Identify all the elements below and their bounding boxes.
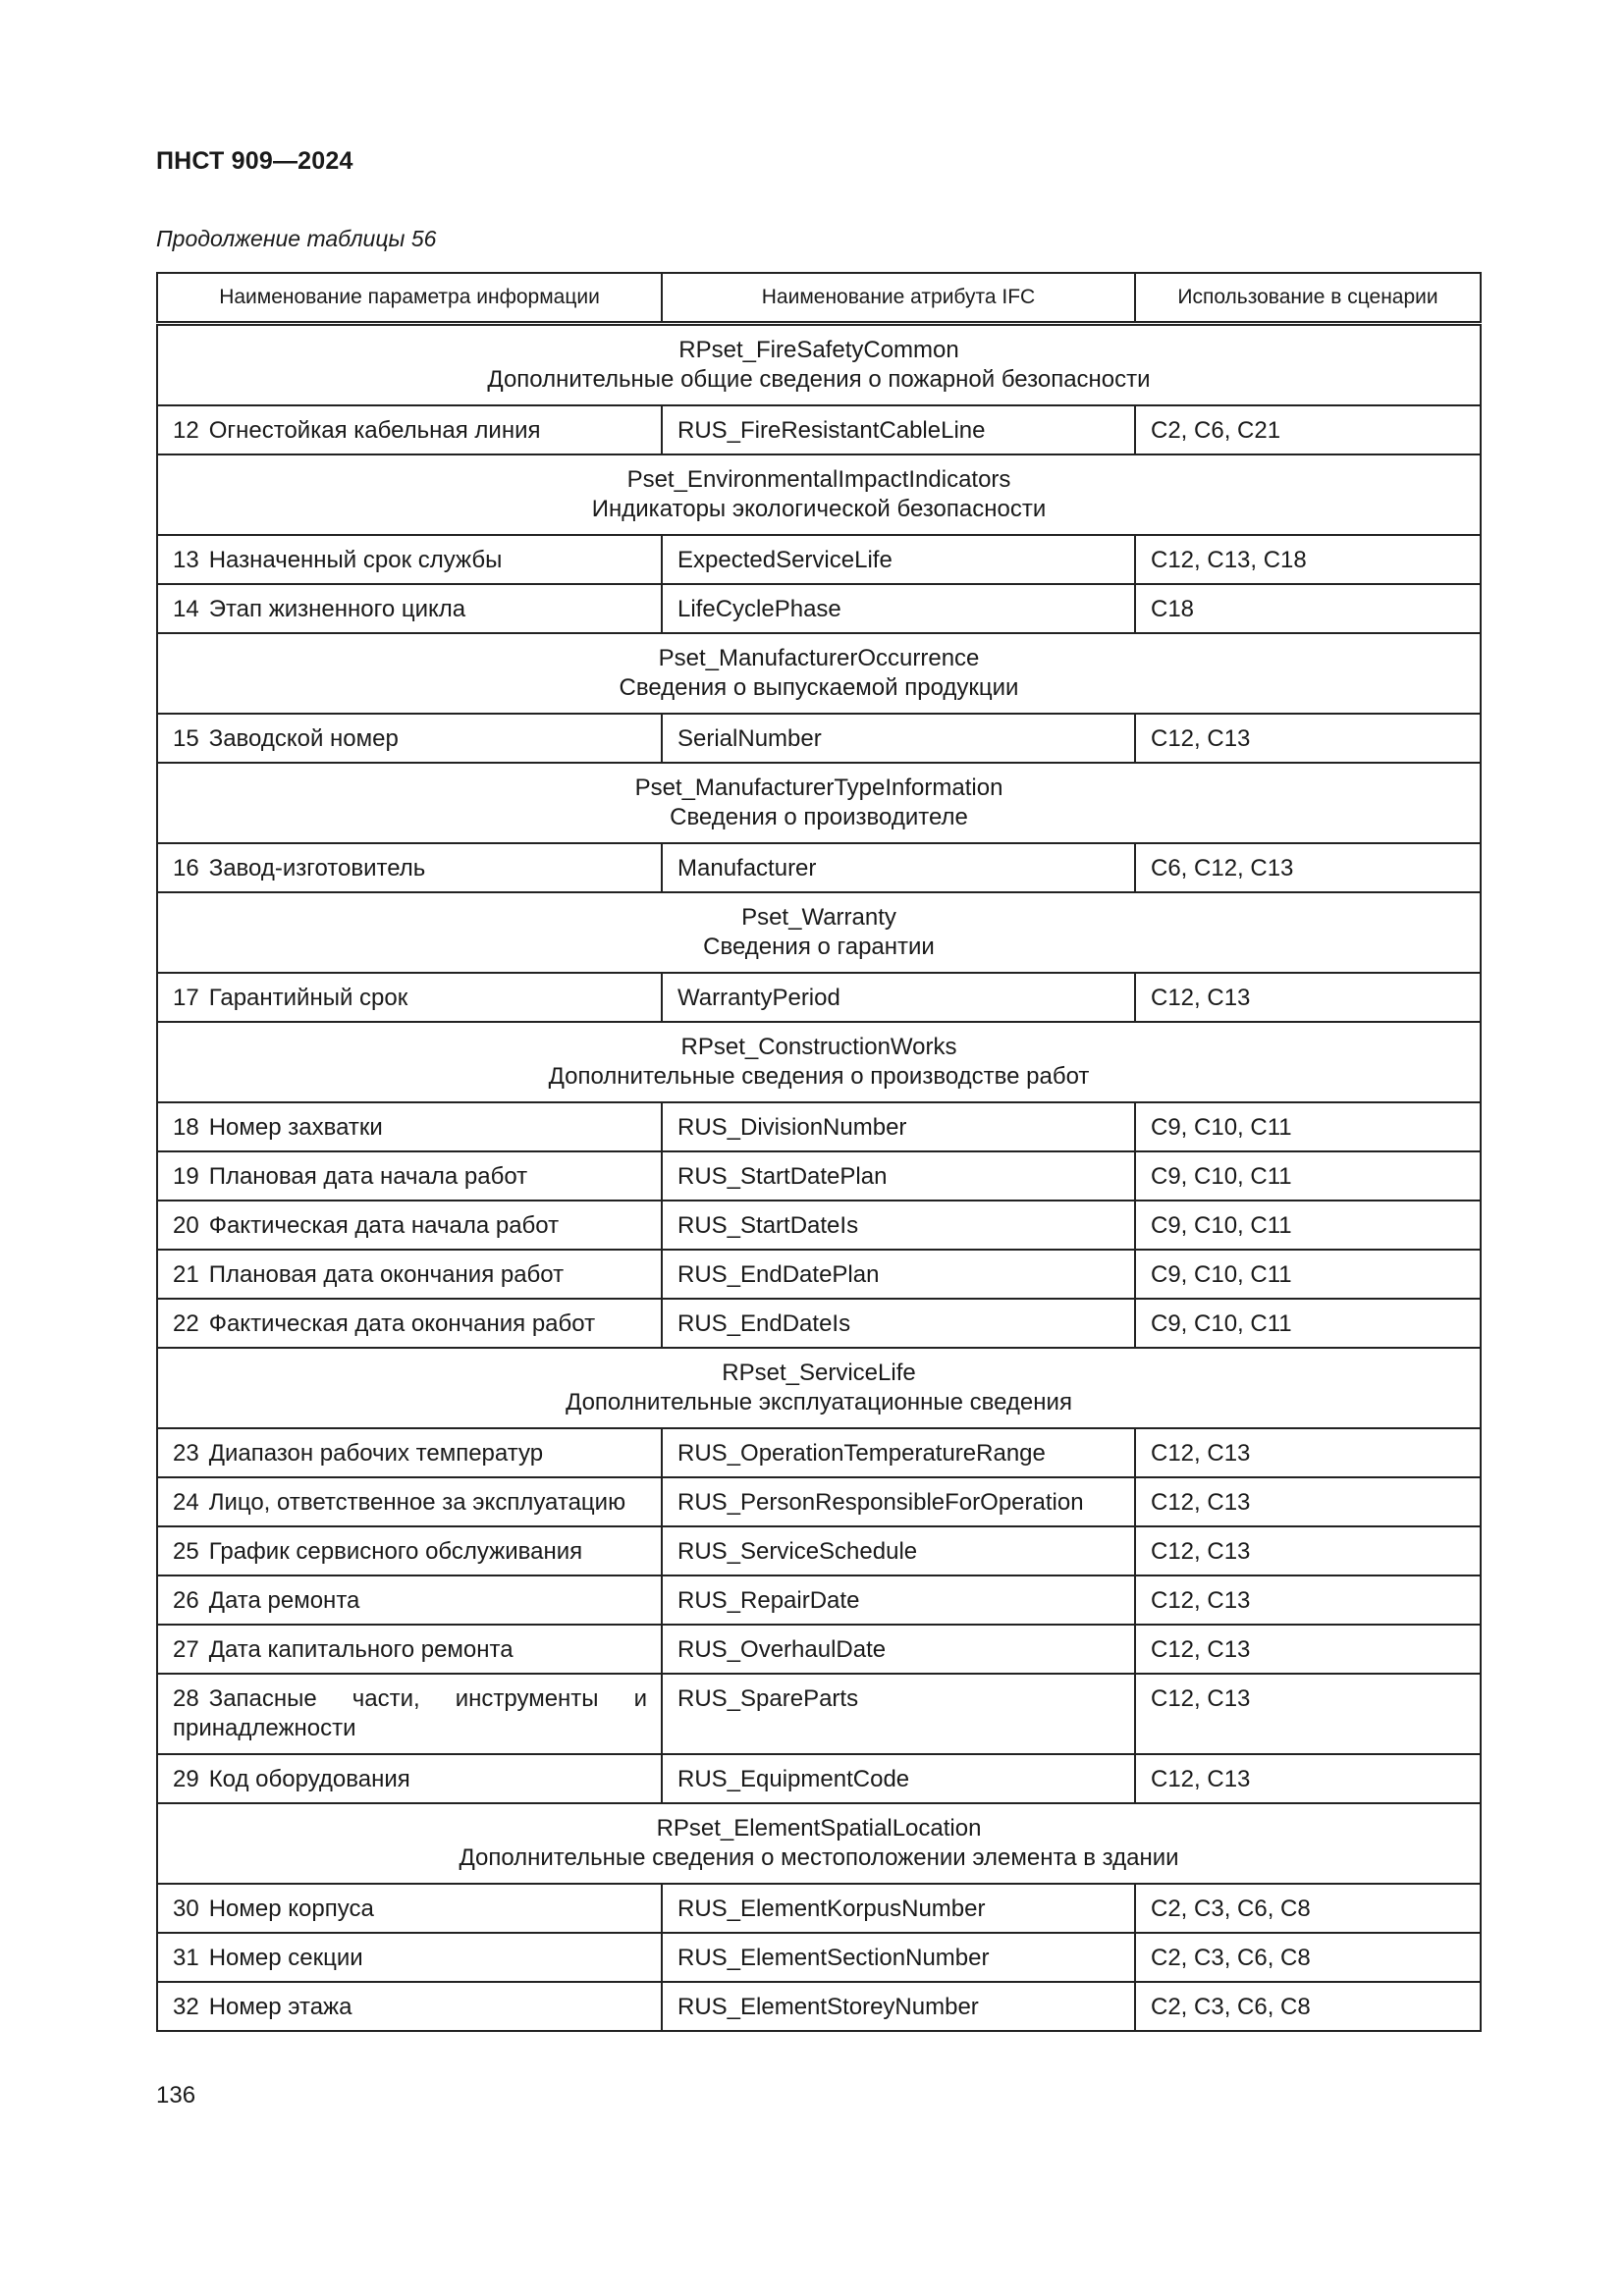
ifc-attribute-cell: RUS_StartDatePlan xyxy=(662,1151,1135,1201)
scenario-usage-cell: C2, C6, C21 xyxy=(1135,405,1481,454)
table-row xyxy=(157,1526,1481,1575)
parameter-name-cell xyxy=(157,843,662,892)
parameter-name-cell xyxy=(157,1884,662,1933)
ifc-attribute-cell: LifeCyclePhase xyxy=(662,584,1135,633)
parameter-name: Фактическая дата окончания работ xyxy=(208,1310,596,1337)
ifc-attribute-cell: RUS_ElementSectionNumber xyxy=(662,1933,1135,1982)
ifc-attribute-cell: SerialNumber xyxy=(662,714,1135,763)
parameter-name-cell xyxy=(157,1299,662,1348)
parameter-name-cell xyxy=(157,1151,662,1201)
property-set-name: Pset_EnvironmentalImpactIndicators xyxy=(626,466,1011,493)
parameter-name-cell xyxy=(157,1575,662,1625)
table-row xyxy=(157,1102,1481,1151)
ifc-attribute-cell: ExpectedServiceLife xyxy=(662,535,1135,584)
parameter-name: Гарантийный срок xyxy=(208,985,408,1011)
table-row xyxy=(157,1754,1481,1803)
ifc-attribute-cell: RUS_RepairDate xyxy=(662,1575,1135,1625)
parameter-name-cell xyxy=(157,1754,662,1803)
ifc-attribute-cell: RUS_OperationTemperatureRange xyxy=(662,1428,1135,1477)
property-set-cell xyxy=(157,1348,1481,1428)
table-row xyxy=(157,1250,1481,1299)
row-number: 21 xyxy=(173,1261,199,1288)
parameter-name: Номер этажа xyxy=(208,1994,352,2020)
scenario-usage-cell: C2, C3, C6, C8 xyxy=(1135,1933,1481,1982)
property-set-header xyxy=(157,633,1481,714)
table-row xyxy=(157,1477,1481,1526)
property-set-name: RPset_ConstructionWorks xyxy=(680,1034,957,1060)
row-number: 14 xyxy=(173,596,199,622)
row-number: 27 xyxy=(173,1636,199,1663)
property-set-cell xyxy=(157,1022,1481,1102)
column-header-usage: Использование в сценарии xyxy=(1135,273,1481,324)
property-set-title: Дополнительные сведения о производстве работ xyxy=(548,1063,1090,1090)
table-caption: Продолжение таблицы 56 xyxy=(156,226,437,251)
document-code: ПНСТ 909—2024 xyxy=(156,147,353,175)
parameter-name-cell xyxy=(157,1201,662,1250)
parameter-name-cell xyxy=(157,714,662,763)
row-number: 25 xyxy=(173,1538,199,1565)
row-number: 32 xyxy=(173,1994,199,2020)
row-number: 22 xyxy=(173,1310,199,1337)
ifc-attribute-cell: Manufacturer xyxy=(662,843,1135,892)
parameter-name-cell xyxy=(157,584,662,633)
property-set-title: Сведения о выпускаемой продукции xyxy=(619,674,1019,701)
property-set-header xyxy=(157,763,1481,843)
parameter-name: Дата капитального ремонта xyxy=(208,1636,514,1663)
parameter-name-cell xyxy=(157,1428,662,1477)
ifc-attribute-cell: RUS_EquipmentCode xyxy=(662,1754,1135,1803)
table-row xyxy=(157,1428,1481,1477)
table-row xyxy=(157,1933,1481,1982)
parameters-table xyxy=(156,272,1482,2032)
scenario-usage-cell: C6, C12, C13 xyxy=(1135,843,1481,892)
scenario-usage-cell: C9, C10, C11 xyxy=(1135,1151,1481,1201)
scenario-usage-cell: C12, C13 xyxy=(1135,1477,1481,1526)
scenario-usage-cell: C12, C13, C18 xyxy=(1135,535,1481,584)
property-set-cell xyxy=(157,454,1481,535)
ifc-attribute-cell: RUS_DivisionNumber xyxy=(662,1102,1135,1151)
ifc-attribute-cell: RUS_ServiceSchedule xyxy=(662,1526,1135,1575)
property-set-name: Pset_ManufacturerTypeInformation xyxy=(634,774,1003,801)
table-row xyxy=(157,1625,1481,1674)
parameter-name: График сервисного обслуживания xyxy=(208,1538,583,1565)
property-set-cell xyxy=(157,633,1481,714)
table-row xyxy=(157,1982,1481,2031)
table-row xyxy=(157,1575,1481,1625)
column-header-parameter: Наименование параметра информации xyxy=(157,273,662,324)
ifc-attribute-cell: RUS_ElementStoreyNumber xyxy=(662,1982,1135,2031)
ifc-attribute-cell: RUS_EndDatePlan xyxy=(662,1250,1135,1299)
parameter-name: Код оборудования xyxy=(208,1766,410,1792)
property-set-cell xyxy=(157,1803,1481,1884)
property-set-title: Сведения о производителе xyxy=(670,804,968,830)
row-number: 31 xyxy=(173,1945,199,1971)
parameter-name: Плановая дата окончания работ xyxy=(208,1261,565,1288)
parameter-name: Плановая дата начала работ xyxy=(208,1163,528,1190)
parameter-name-cell xyxy=(157,1102,662,1151)
ifc-attribute-cell: RUS_StartDateIs xyxy=(662,1201,1135,1250)
scenario-usage-cell: C9, C10, C11 xyxy=(1135,1250,1481,1299)
parameter-name: Номер корпуса xyxy=(208,1896,374,1922)
parameter-name: Номер секции xyxy=(208,1945,363,1971)
table-row xyxy=(157,405,1481,454)
parameter-name-cell xyxy=(157,1933,662,1982)
property-set-title: Дополнительные сведения о местоположении элемента в здании xyxy=(459,1844,1179,1871)
parameter-name: Диапазон рабочих температур xyxy=(208,1440,544,1467)
table-row xyxy=(157,843,1481,892)
ifc-attribute-cell: WarrantyPeriod xyxy=(662,973,1135,1022)
table-row xyxy=(157,1884,1481,1933)
row-number: 23 xyxy=(173,1440,199,1467)
ifc-attribute-cell: RUS_EndDateIs xyxy=(662,1299,1135,1348)
scenario-usage-cell: C18 xyxy=(1135,584,1481,633)
scenario-usage-cell: C9, C10, C11 xyxy=(1135,1201,1481,1250)
parameter-name: Огнестойкая кабельная линия xyxy=(208,417,541,444)
parameter-name: Назначенный срок службы xyxy=(208,547,503,573)
row-number: 16 xyxy=(173,855,199,881)
scenario-usage-cell: C2, C3, C6, C8 xyxy=(1135,1982,1481,2031)
parameter-name: Фактическая дата начала работ xyxy=(208,1212,560,1239)
row-number: 29 xyxy=(173,1766,199,1792)
parameter-name: Заводской номер xyxy=(208,725,399,752)
table-row xyxy=(157,1674,1481,1754)
property-set-cell xyxy=(157,763,1481,843)
property-set-name: Pset_ManufacturerOccurrence xyxy=(658,645,980,671)
parameter-name-cell xyxy=(157,1477,662,1526)
property-set-name: Pset_Warranty xyxy=(741,904,896,931)
parameter-name-cell xyxy=(157,405,662,454)
parameter-name-cell xyxy=(157,535,662,584)
row-number: 18 xyxy=(173,1114,199,1141)
scenario-usage-cell: C12, C13 xyxy=(1135,714,1481,763)
parameter-name: Запасные части, инструменты и принадлежности xyxy=(173,1685,647,1741)
property-set-header xyxy=(157,892,1481,973)
table-row xyxy=(157,1201,1481,1250)
parameter-name-cell xyxy=(157,1250,662,1299)
scenario-usage-cell: C12, C13 xyxy=(1135,1625,1481,1674)
table-row xyxy=(157,714,1481,763)
row-number: 13 xyxy=(173,547,199,573)
property-set-title: Индикаторы экологической безопасности xyxy=(591,496,1047,522)
ifc-attribute-cell: RUS_OverhaulDate xyxy=(662,1625,1135,1674)
property-set-header xyxy=(157,1022,1481,1102)
scenario-usage-cell: C9, C10, C11 xyxy=(1135,1102,1481,1151)
row-number: 19 xyxy=(173,1163,199,1190)
column-header-ifc-attribute: Наименование атрибута IFC xyxy=(662,273,1135,324)
parameter-name: Лицо, ответственное за эксплуатацию xyxy=(208,1489,626,1516)
row-number: 12 xyxy=(173,417,199,444)
parameter-name-cell xyxy=(157,973,662,1022)
ifc-attribute-cell: RUS_SpareParts xyxy=(662,1674,1135,1754)
scenario-usage-cell: C12, C13 xyxy=(1135,1428,1481,1477)
table-row xyxy=(157,1151,1481,1201)
scenario-usage-cell: C9, C10, C11 xyxy=(1135,1299,1481,1348)
property-set-header xyxy=(157,454,1481,535)
property-set-title: Дополнительные общие сведения о пожарной безопасности xyxy=(487,366,1151,393)
property-set-cell xyxy=(157,892,1481,973)
property-set-title: Сведения о гарантии xyxy=(703,934,935,960)
row-number: 30 xyxy=(173,1896,199,1922)
scenario-usage-cell: C12, C13 xyxy=(1135,1575,1481,1625)
scenario-usage-cell: C12, C13 xyxy=(1135,1754,1481,1803)
parameter-name-cell xyxy=(157,1625,662,1674)
property-set-header xyxy=(157,1803,1481,1884)
table-header-row xyxy=(157,273,1481,324)
row-number: 28 xyxy=(173,1685,199,1712)
scenario-usage-cell: C12, C13 xyxy=(1135,973,1481,1022)
page-number: 136 xyxy=(156,2082,196,2109)
property-set-name: RPset_ElementSpatialLocation xyxy=(656,1815,982,1842)
property-set-cell xyxy=(157,324,1481,406)
scenario-usage-cell: C12, C13 xyxy=(1135,1674,1481,1754)
ifc-attribute-cell: RUS_FireResistantCableLine xyxy=(662,405,1135,454)
parameter-name-cell xyxy=(157,1674,662,1754)
row-number: 15 xyxy=(173,725,199,752)
parameter-name: Номер захватки xyxy=(208,1114,383,1141)
ifc-attribute-cell: RUS_ElementKorpusNumber xyxy=(662,1884,1135,1933)
property-set-name: RPset_ServiceLife xyxy=(722,1360,916,1386)
parameter-name-cell xyxy=(157,1526,662,1575)
ifc-attribute-cell: RUS_PersonResponsibleForOperation xyxy=(662,1477,1135,1526)
table-row xyxy=(157,1299,1481,1348)
row-number: 26 xyxy=(173,1587,199,1614)
property-set-header xyxy=(157,324,1481,406)
property-set-name: RPset_FireSafetyCommon xyxy=(678,337,959,363)
parameter-name-cell xyxy=(157,1982,662,2031)
parameter-name: Этап жизненного цикла xyxy=(208,596,466,622)
parameter-name: Дата ремонта xyxy=(208,1587,360,1614)
property-set-title: Дополнительные эксплуатационные сведения xyxy=(566,1389,1072,1415)
table-row xyxy=(157,584,1481,633)
row-number: 24 xyxy=(173,1489,199,1516)
table-row xyxy=(157,535,1481,584)
row-number: 17 xyxy=(173,985,199,1011)
scenario-usage-cell: C12, C13 xyxy=(1135,1526,1481,1575)
property-set-header xyxy=(157,1348,1481,1428)
table-row xyxy=(157,973,1481,1022)
scenario-usage-cell: C2, C3, C6, C8 xyxy=(1135,1884,1481,1933)
row-number: 20 xyxy=(173,1212,199,1239)
parameter-name: Завод-изготовитель xyxy=(208,855,426,881)
